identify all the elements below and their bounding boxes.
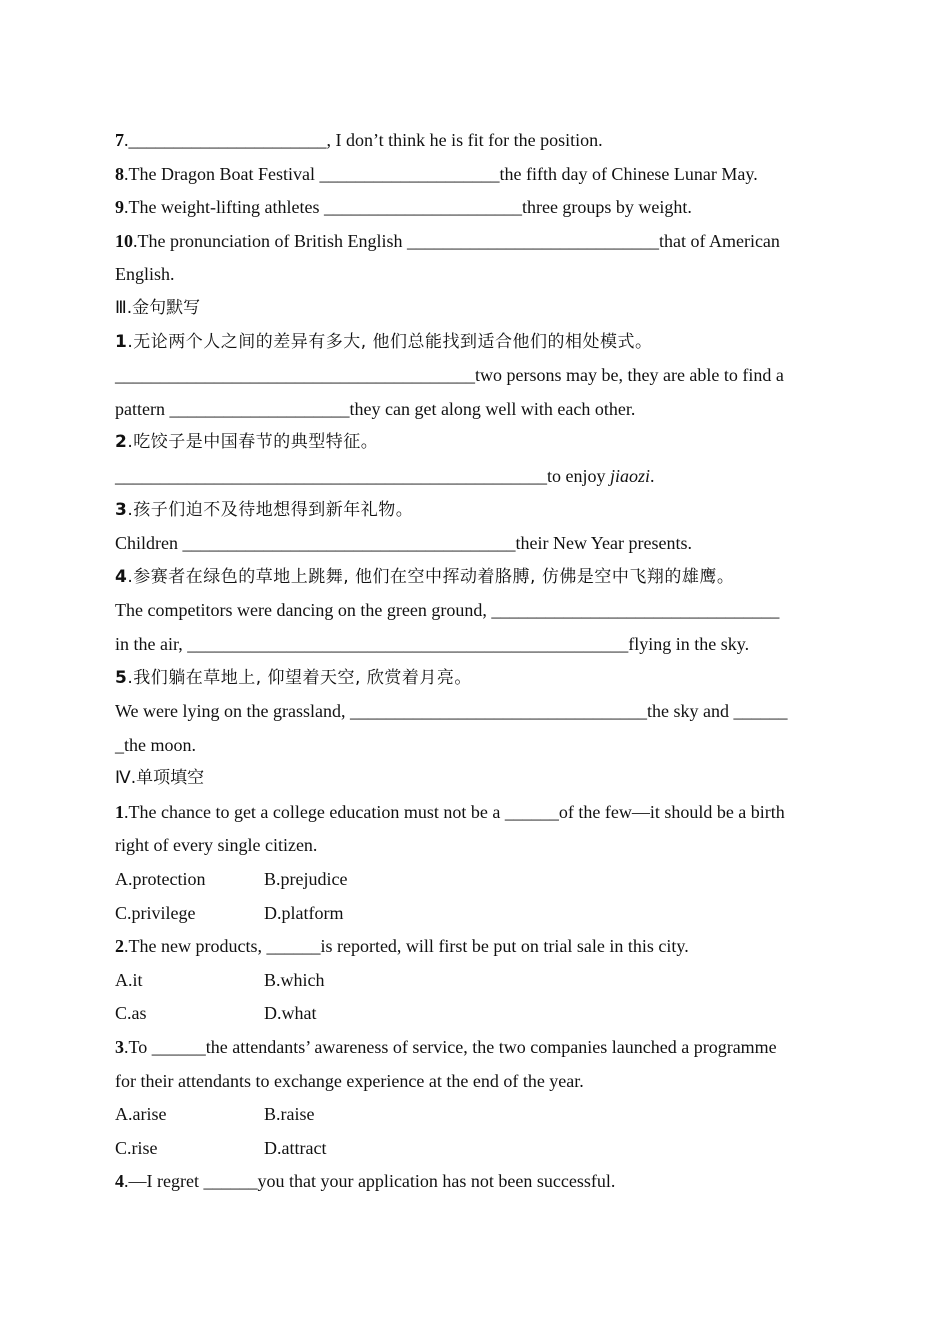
option-a[interactable]: A.protection [115, 869, 206, 890]
section3-q5-line1: We were lying on the grassland, _________________________________the sky and ______ [115, 701, 788, 722]
section3-q1-line2: pattern ____________________they can get along well with each other. [115, 398, 636, 419]
section4-q3-options-cd [115, 1132, 835, 1166]
question-10-continued: English. [115, 264, 175, 285]
question-number: 4 [115, 1171, 124, 1192]
section3-q4-line1: The competitors were dancing on the green ground, ________________________________ [115, 600, 780, 621]
option-c[interactable]: C.privilege [115, 902, 196, 923]
question-9: 9.The weight-lifting athletes ______________________three groups by weight. [115, 197, 692, 218]
answer-blank[interactable]: ____________________ [169, 398, 350, 419]
section3-q3-prompt: 3.孩子们迫不及待地想得到新年礼物。 [115, 499, 414, 520]
answer-blank[interactable]: ________________________________ [491, 600, 780, 621]
option-d[interactable]: D.platform [264, 902, 344, 923]
question-number: 9 [115, 197, 124, 218]
section3-q4-prompt: 4.参赛者在绿色的草地上跳舞, 他们在空中挥动着胳膊, 仿佛是空中飞翔的雄鹰。 [115, 566, 735, 587]
answer-blank[interactable]: ________________________________________ [115, 365, 475, 386]
answer-blank[interactable]: ____________________________ [406, 230, 659, 251]
section-heading-3: Ⅲ.金句默写 [115, 297, 201, 318]
question-number: 8 [115, 163, 124, 184]
section3-q2-prompt: 2.吃饺子是中国春节的典型特征。 [115, 432, 379, 453]
section3-q2-line1: ________________________________________________to enjoy jiaozi. [115, 465, 655, 486]
section4-q3-line2: for their attendants to exchange experience at the end of the year. [115, 1070, 584, 1091]
answer-blank[interactable]: ________________________________________________ [115, 465, 547, 486]
section4-q1-options-cd [115, 897, 835, 931]
option-b[interactable]: B.which [264, 969, 325, 990]
question-number: 2 [115, 936, 124, 957]
option-a[interactable]: A.it [115, 969, 143, 990]
answer-blank[interactable]: _________________________________ [349, 701, 647, 722]
question-number: 10 [115, 230, 133, 251]
section4-q1-options-ab [115, 863, 835, 897]
section4-q3-line1: 3.To ______the attendants’ awareness of service, the two companies launched a programme [115, 1037, 777, 1058]
section4-q2-line1: 2.The new products, ______is reported, will first be put on trial sale in this city. [115, 936, 689, 957]
option-b[interactable]: B.raise [264, 1104, 315, 1125]
question-number: 5 [115, 667, 128, 688]
answer-blank[interactable]: ______________________ [128, 130, 327, 150]
section-heading-4: Ⅳ.单项填空 [115, 768, 205, 789]
section4-q1-line1: 1.The chance to get a college education must not be a ______of the few—it should be a birth [115, 801, 785, 822]
section3-q3-line1: Children _____________________________________their New Year presents. [115, 533, 692, 554]
option-d[interactable]: D.attract [264, 1137, 327, 1158]
section3-q1-line1: ________________________________________two persons may be, they are able to find a [115, 365, 784, 386]
option-d[interactable]: D.what [264, 1003, 317, 1024]
question-7: 7.______________________, I don’t think he is fit for the position. [115, 130, 603, 150]
section3-q5-line2: _the moon. [115, 734, 196, 755]
option-a[interactable]: A.arise [115, 1104, 167, 1125]
section4-q1-line2: right of every single citizen. [115, 835, 318, 856]
section4-q2-options-ab [115, 964, 835, 998]
question-number: 7 [115, 130, 124, 150]
question-number: 1 [115, 331, 128, 352]
option-c[interactable]: C.as [115, 1003, 147, 1024]
question-10: 10.The pronunciation of British English ____________________________that of American [115, 230, 780, 251]
question-number: 3 [115, 499, 128, 520]
document-page [115, 124, 835, 1199]
question-number: 1 [115, 801, 124, 822]
section4-q4-line1: 4.—I regret ______you that your application has not been successful. [115, 1171, 616, 1192]
option-c[interactable]: C.rise [115, 1137, 158, 1158]
answer-blank[interactable]: ______ [733, 701, 788, 722]
answer-blank[interactable]: ______________________ [323, 197, 522, 218]
answer-blank[interactable]: ____________________ [319, 163, 500, 184]
answer-blank[interactable]: _________________________________________________ [187, 633, 629, 654]
section3-q4-line2: in the air, _________________________________________________flying in the sky. [115, 633, 750, 654]
section3-q1-prompt: 1.无论两个人之间的差异有多大, 他们总能找到适合他们的相处模式。 [115, 331, 653, 352]
question-number: 2 [115, 432, 128, 453]
section4-q2-options-cd [115, 997, 835, 1031]
section4-q3-options-ab [115, 1098, 835, 1132]
question-8: 8.The Dragon Boat Festival ____________________the fifth day of Chinese Lunar May. [115, 163, 758, 184]
option-b[interactable]: B.prejudice [264, 869, 348, 890]
answer-blank[interactable]: _____________________________________ [182, 533, 516, 554]
question-number: 4 [115, 566, 128, 587]
section3-q5-prompt: 5.我们躺在草地上, 仰望着天空, 欣赏着月亮。 [115, 667, 472, 688]
question-number: 3 [115, 1037, 124, 1058]
